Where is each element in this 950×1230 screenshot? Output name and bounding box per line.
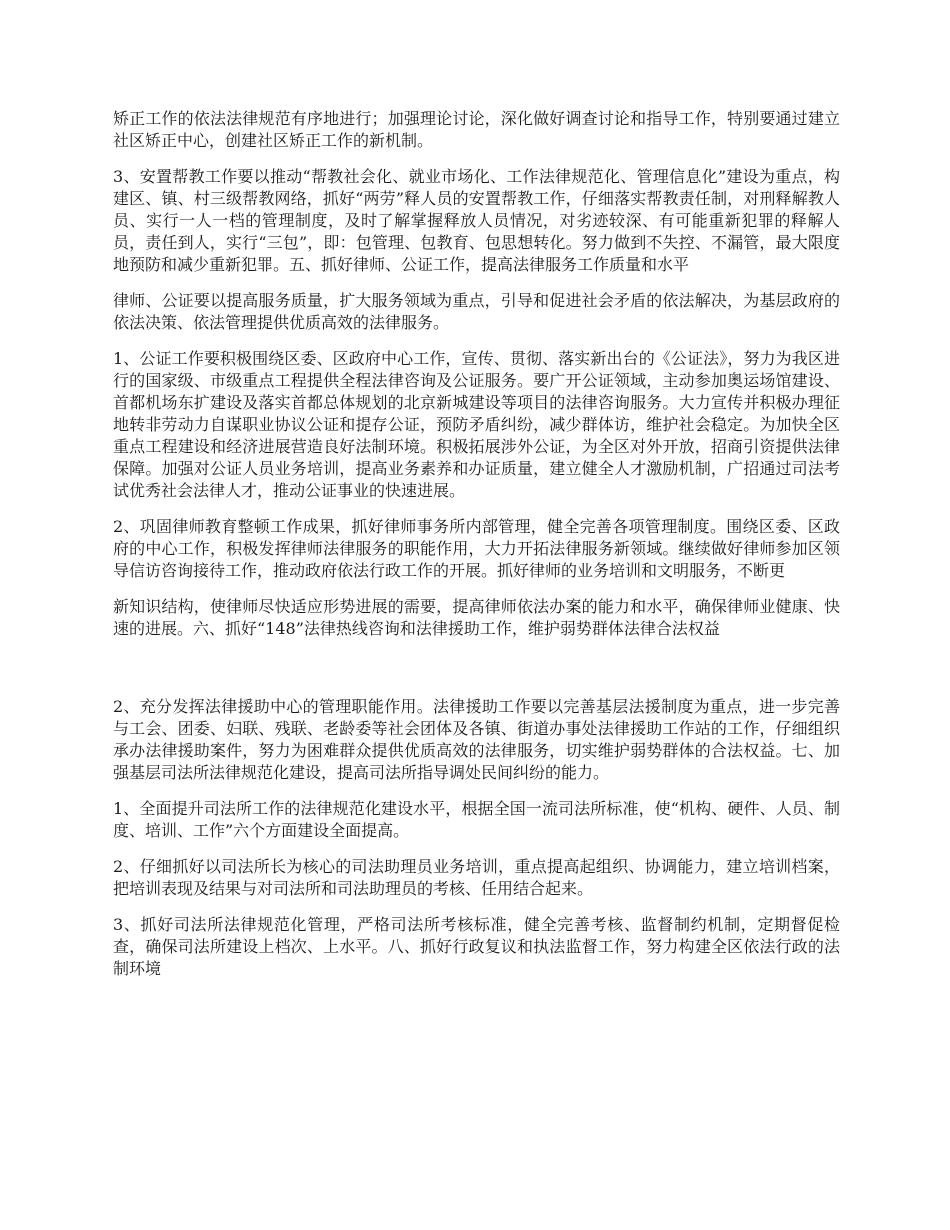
paragraph-5: 2、巩固律师教育整顿工作成果，抓好律师事务所内部管理，健全完善各项管理制度。围绕区委、区政府的中心工作，积极发挥律师法律服务的职能作用，大力开拓法律服务新领域。继续做好律师参加区领导信访咨询接待工作，推动政府依法行政工作的开展。抓好律师的业务培训和文明服务，不断更	[113, 517, 840, 580]
paragraph-2: 3、安置帮教工作要以推动“帮教社会化、就业市场化、工作法律规范化、管理信息化”建设为重点，构建区、镇、村三级帮教网络，抓好“两劳”释人员的安置帮教工作，仔细落实帮教责任制，对刑释解教人员、实行一人一档的管理制度，及时了解掌握释放人员情况，对劣迹较深、有可能重新犯罪的释解人员，责任到人，实行“三包”，即：包管理、包教育、包思想转化。努力做到不失控、不漏管，最大限度地预防和减少重新犯罪。五、抓好律师、公证工作，提高法律服务工作质量和水平	[113, 167, 840, 274]
paragraph-1: 矫正工作的依法法律规范有序地进行；加强理论讨论，深化做好调查讨论和指导工作，特别要通过建立社区矫正中心，创建社区矫正工作的新机制。	[113, 109, 840, 150]
paragraph-3: 律师、公证要以提高服务质量，扩大服务领域为重点，引导和促进社会矛盾的依法解决，为基层政府的依法决策、依法管理提供优质高效的法律服务。	[113, 291, 840, 332]
paragraph-7: 2、充分发挥法律援助中心的管理职能作用。法律援助工作要以完善基层法援制度为重点，进一步完善与工会、团委、妇联、残联、老龄委等社会团体及各镇、街道办事处法律援助工作站的工作，仔细组织承办法律援助案件，努力为困难群众提供优质高效的法律服务，切实维护弱势群体的合法权益。七、加强基层司法所法律规范化建设，提高司法所指导调处民间纠纷的能力。	[113, 697, 840, 782]
document-body	[113, 108, 840, 994]
paragraph-8: 1、全面提升司法所工作的法律规范化建设水平，根据全国一流司法所标准，使“机构、硬件、人员、制度、培训、工作”六个方面建设全面提高。	[113, 799, 840, 840]
paragraph-4: 1、公证工作要积极围绕区委、区政府中心工作，宣传、贯彻、落实新出台的《公证法》，努力为我区进行的国家级、市级重点工程提供全程法律咨询及公证服务。要广开公证领域，主动参加奥运场馆建设、首都机场东扩建设及落实首都总体规划的北京新城建设等项目的法律咨询服务。大力宣传并积极办理征地转非劳动力自谋职业协议公证和提存公证，预防矛盾纠纷，减少群体访，维护社会稳定。为加快全区重点工程建设和经济进展营造良好法制环境。积极拓展涉外公证，为全区对外开放，招商引资提供法律保障。加强对公证人员业务培训，提高业务素养和办证质量，建立健全人才激励机制，广招通过司法考试优秀社会法律人才，推动公证事业的快速进展。	[113, 349, 840, 500]
paragraph-9: 2、仔细抓好以司法所长为核心的司法助理员业务培训，重点提高起组织、协调能力，建立培训档案，把培训表现及结果与对司法所和司法助理员的考核、任用结合起来。	[113, 857, 840, 898]
blank-gap	[113, 654, 840, 696]
paragraph-10: 3、抓好司法所法律规范化管理，严格司法所考核标准，健全完善考核、监督制约机制，定期督促检查，确保司法所建设上档次、上水平。八、抓好行政复议和执法监督工作，努力构建全区依法行政的法制环境	[113, 915, 840, 978]
paragraph-6: 新知识结构，使律师尽快适应形势进展的需要，提高律师依法办案的能力和水平，确保律师业健康、快速的进展。六、抓好“148”法律热线咨询和法律援助工作，维护弱势群体法律合法权益	[113, 597, 840, 638]
